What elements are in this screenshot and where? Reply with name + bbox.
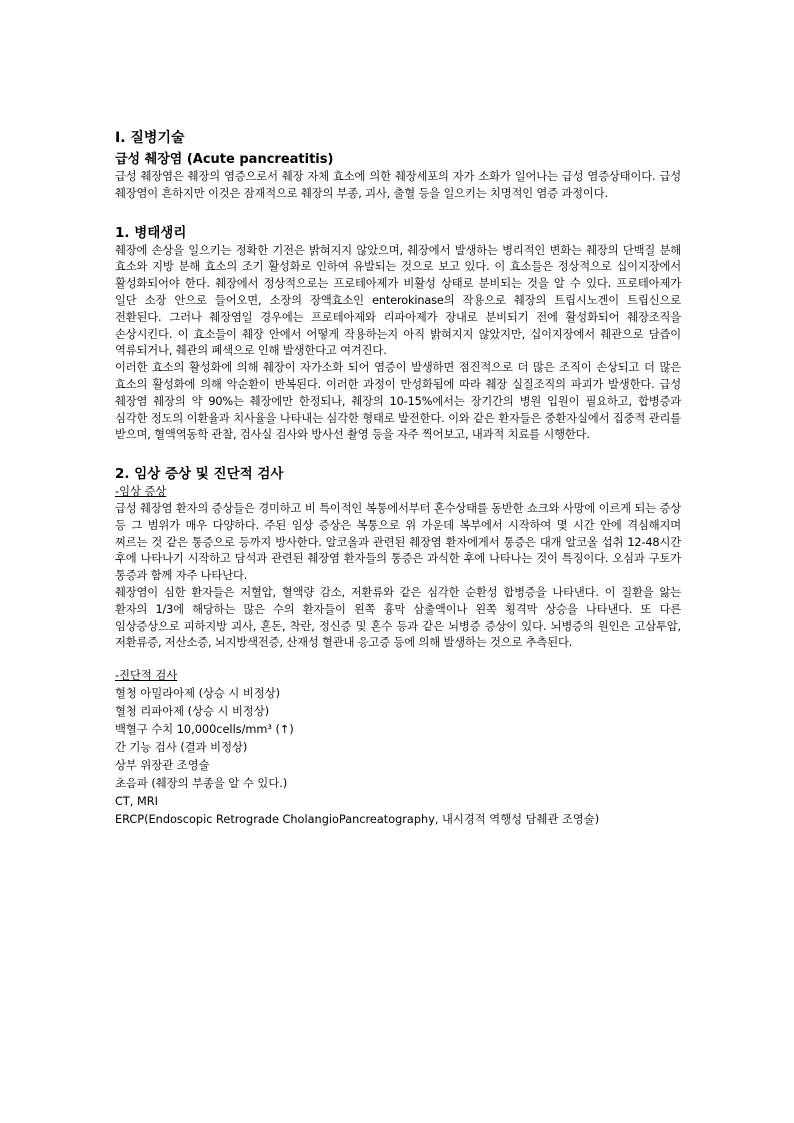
diagnostic-test-list	[115, 685, 681, 829]
chapter-title: Ⅰ. 질병기술	[115, 130, 185, 146]
pathophysiology-paragraph: 이러한 효소의 활성화에 의해 췌장이 자가소화 되어 염증이 발생하면 점진적으로 더 많은 조직이 손상되고 더 많은 효소의 활성화에 의해 악순환이 반복된다. 이러한 과정이 만성화됨에 따라 췌장 실질조직의 파괴가 발생한다. 급성 췌장염 췌장의 약 90%는 췌장에만 한정되나, 췌장의 10-15%에서는 장기간의 병원 입원이 필요하고, 합병증과 심각한 정도의 이환율과 치사율을 나타내는 심각한 형태로 발전한다. 이와 같은 환자들은 중환자실에서 집중적 관리를 받으며, 혈액역동학 관찰, 검사실 검사와 방사선 촬영 등을 자주 찍어보고, 내과적 치료를 시행한다.	[115, 361, 681, 442]
subheading-diagnostic: -진단적 검사	[115, 669, 178, 683]
diagnostic-test-item: ERCP(Endoscopic Retrograde CholangioPancreatography, 내시경적 역행성 담췌관 조영술)	[115, 812, 600, 826]
diagnostic-test-item: 혈청 리파아제 (상승 시 비정상)	[115, 704, 270, 718]
section-title-clinical: 2. 임상 증상 및 진단적 검사	[115, 466, 284, 483]
symptoms-paragraph: 췌장염이 심한 환자들은 저혈압, 혈액량 감소, 저환류와 같은 심각한 순환성 합병증을 나타낸다. 이 질환을 앓는 환자의 1/3에 해당하는 많은 수의 환자들이 왼쪽 흉막 삼출액이나 왼쪽 횡격막 상승을 나타낸다. 또 다른 임상증상으로 피하지방 괴사, 혼돈, 착란, 정신증 및 혼수 등과 같은 뇌병증 증상이 있다. 뇌병증의 원인은 고삼투압, 저환류증, 저산소증, 뇌지방색전증, 산재성 혈관내 응고증 등에 의해 발생하는 것으로 추측된다.	[115, 585, 681, 650]
symptoms-paragraph: 급성 췌장염 환자의 증상들은 경미하고 비 특이적인 복통에서부터 혼수상태를 동반한 쇼크와 사망에 이르게 되는 증상 등 그 범위가 매우 다양하다. 주된 임상 증상은 복통으로 위 가운데 복부에서 시작하여 몇 시간 안에 격심해지며 찌르는 것 같은 통증으로 등까지 방사한다. 알코올과 관련된 췌장염 환자에게서 통증은 대개 알코올 섭취 12-48시간 후에 나타나기 시작하고 담석과 관련된 췌장염 환자들의 통증은 과식한 후에 나타나는 것이 특징이다. 오심과 구토가 통증과 함께 자주 나타난다.	[115, 501, 681, 583]
diagnostic-test-item: 백혈구 수치 10,000cells/mm³ (↑)	[115, 722, 294, 736]
diagnostic-test-item: 혈청 아밀라아제 (상승 시 비정상)	[115, 686, 281, 700]
diagnostic-test-item: 간 기능 검사 (결과 비정상)	[115, 740, 248, 754]
diagnostic-test-item: CT, MRI	[115, 794, 158, 808]
intro-paragraph: 급성 췌장염은 췌장의 염증으로서 췌장 자체 효소에 의한 췌장세포의 자가 소화가 일어나는 급성 염증상태이다. 급성 췌장염이 흔하지만 이것은 잠재적으로 췌장의 부종, 괴사, 출혈 등을 일으키는 치명적인 염증 과정이다.	[115, 170, 681, 200]
section-title-pathophysiology: 1. 병태생리	[115, 224, 187, 241]
subheading-symptoms: -임상 증상	[115, 485, 167, 499]
diagnostic-test-item: 초음파 (췌장의 부종을 알 수 있다.)	[115, 776, 288, 790]
diagnostic-test-item: 상부 위장관 조영술	[115, 758, 210, 772]
document-page	[115, 128, 681, 829]
pathophysiology-paragraph: 췌장에 손상을 일으키는 정확한 기전은 밝혀지지 않았으며, 췌장에서 발생하는 병리적인 변화는 췌장의 단백질 분해 효소와 지방 분해 효소의 조기 활성화로 인하여 유발되는 것으로 보고 있다. 이 효소들은 정상적으로 십이지장에서 활성화되어야 한다. 췌장에서 정상적으로는 프로테아제가 비활성 상태로 분비되는 것을 알 수 있다. 프로테아제가 일단 소장 안으로 들어오면, 소장의 장액효소인 enterokinase의 작용으로 췌장의 트립시노겐이 트립신으로 전환된다. 그러나 췌장염일 경우에는 프로테아제와 리파아제가 장내로 분비되기 전에 활성화되어 췌장조직을 손상시킨다. 이 효소들이 췌장 안에서 어떻게 작용하는지 아직 밝혀지지 않았지만, 십이지장에서 췌관으로 담즙이 역류되거나, 췌관의 폐색으로 인해 발생한다고 여겨진다.	[115, 243, 681, 358]
document-title: 급성 췌장염 (Acute pancreatitis)	[115, 152, 334, 167]
